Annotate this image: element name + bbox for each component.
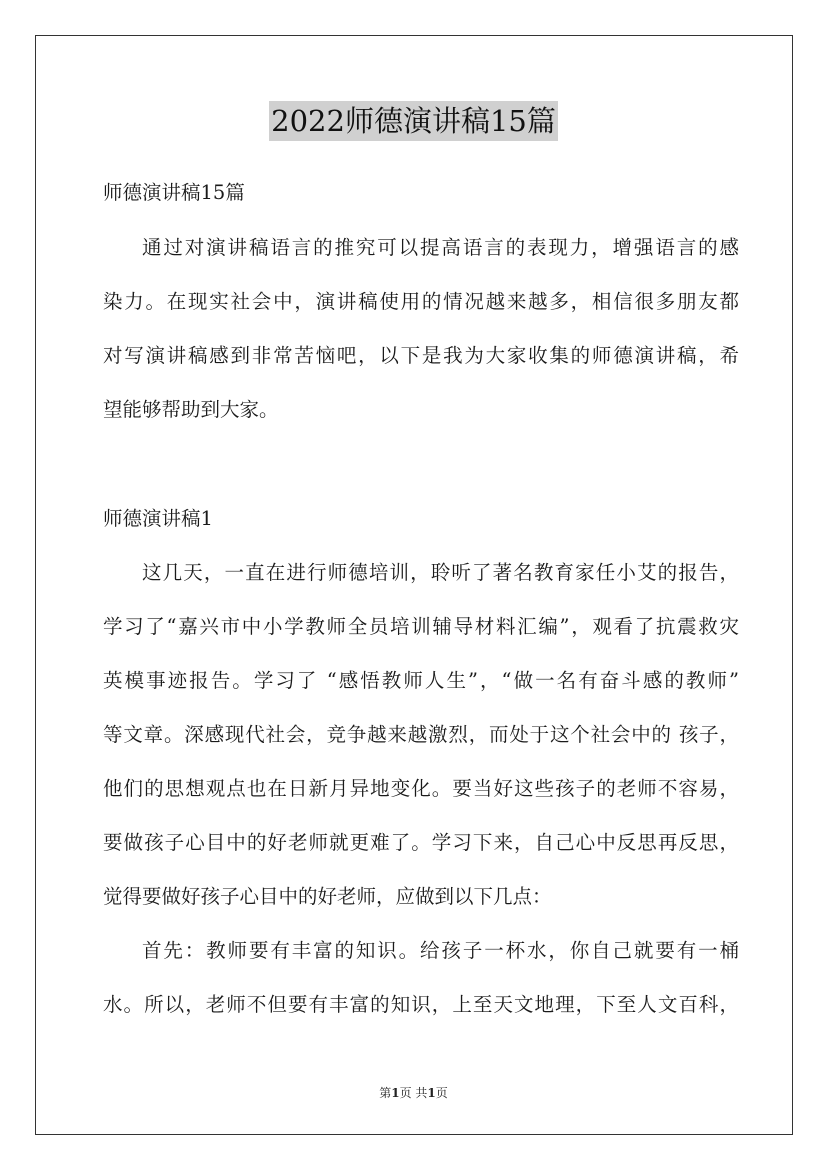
paragraph-line: 这几天，一直在进行师德培训，聆听了著名教育家任小艾的报告， — [142, 561, 739, 584]
footer-page-total: 1 — [427, 1086, 436, 1100]
paragraph-line: 水。所以，老师不但要有丰富的知识，上至天文地理，下至人文百科， — [103, 993, 739, 1016]
intro-line: 望能够帮助到大家。 — [103, 398, 279, 421]
footer-suffix: 页 — [435, 1086, 448, 1100]
paragraph-line: 学习了“嘉兴市中小学教师全员培训辅导材料汇编”，观看了抗震救灾 — [103, 615, 739, 638]
paragraph-line: 首先：教师要有丰富的知识。给孩子一杯水，你自己就要有一桶 — [142, 939, 739, 962]
footer-page-number: 1 — [391, 1086, 400, 1100]
document-title: 2022师德演讲稿15篇 — [269, 101, 558, 141]
intro-line: 染力。在现实社会中，演讲稿使用的情况越来越多，相信很多朋友都 — [103, 290, 739, 313]
paragraph-line: 觉得要做好孩子心目中的好老师，应做到以下几点： — [103, 885, 552, 908]
paragraph-line: 要做孩子心目中的好老师就更难了。学习下来，自己心中反思再反思， — [103, 831, 739, 854]
paragraph-line: 他们的思想观点也在日新月异地变化。要当好这些孩子的老师不容易， — [103, 777, 739, 800]
subtitle-speech-1: 师德演讲稿1 — [103, 507, 213, 530]
paragraph-line: 等文章。深感现代社会，竞争越来越激烈，而处于这个社会中的 孩子， — [103, 723, 739, 746]
paragraph-line: 英模事迹报告。学习了 “感悟教师人生”，“做一名有奋斗感的教师” — [103, 669, 739, 692]
intro-line: 通过对演讲稿语言的推究可以提高语言的表现力，增强语言的感 — [142, 236, 739, 259]
footer-prefix: 第 — [379, 1086, 392, 1100]
document-title-wrap — [0, 101, 827, 141]
footer-mid: 页 共 — [399, 1086, 428, 1100]
subtitle-main: 师德演讲稿15篇 — [103, 181, 245, 204]
intro-line: 对写演讲稿感到非常苦恼吧，以下是我为大家收集的师德演讲稿，希 — [103, 344, 739, 367]
page-footer — [0, 1084, 827, 1101]
